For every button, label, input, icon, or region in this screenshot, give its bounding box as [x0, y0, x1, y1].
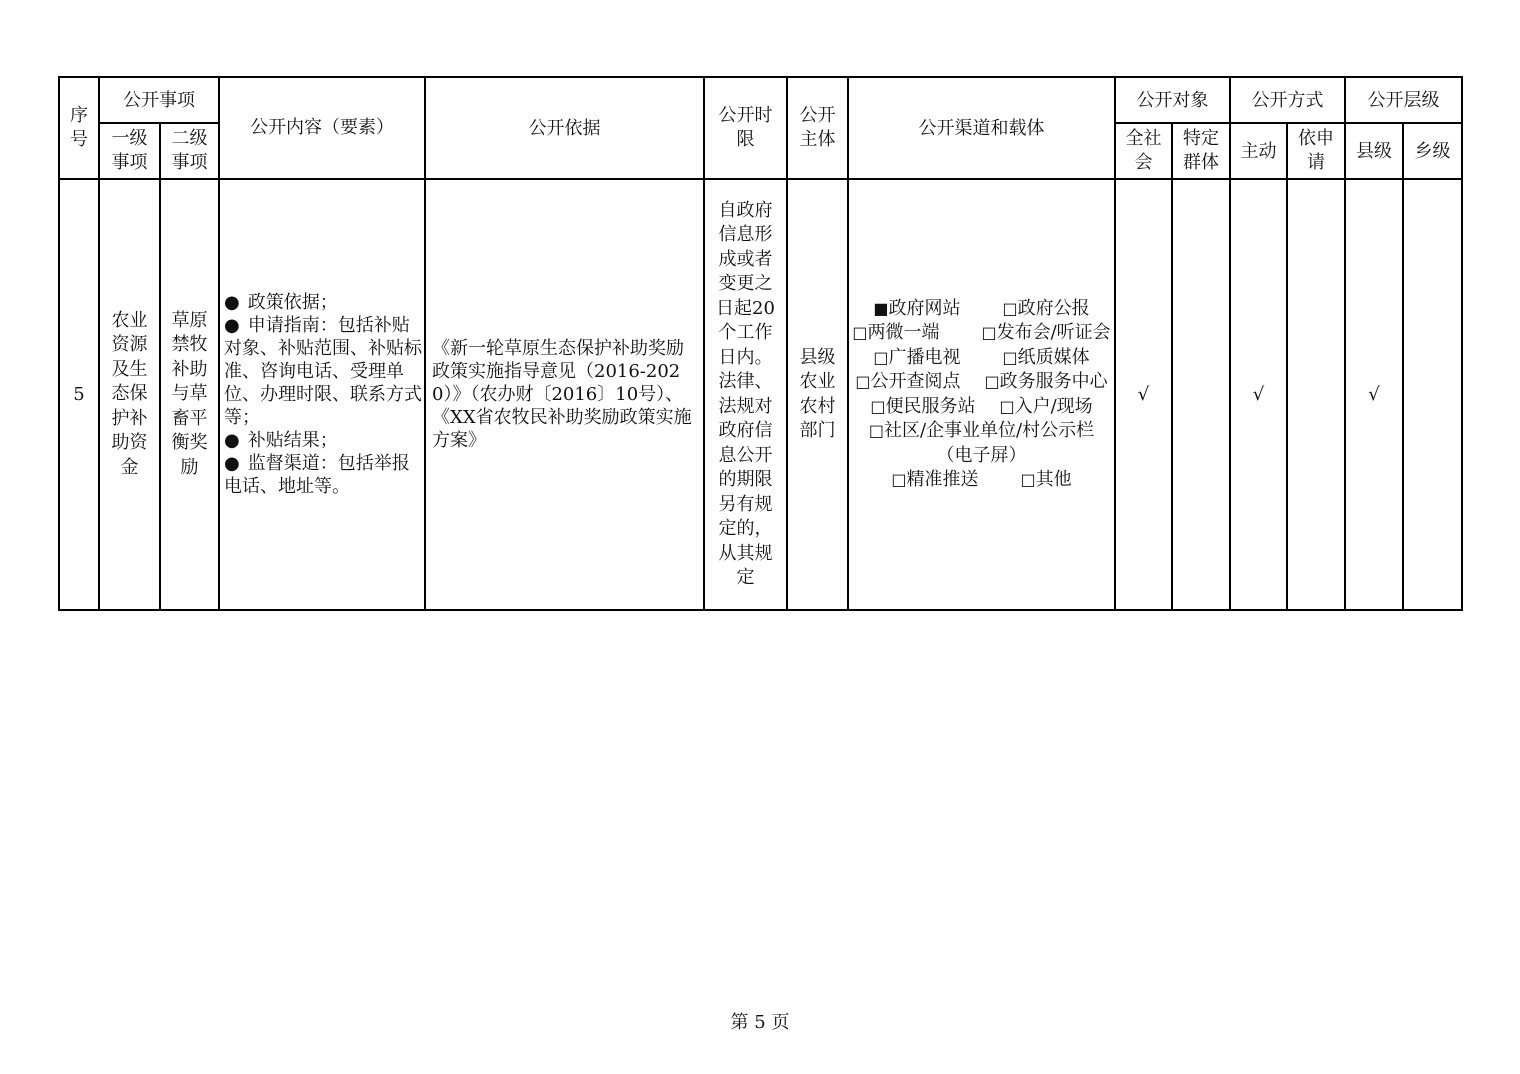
channel-service-center: □政务服务中心 [984, 371, 1108, 392]
checkbox-unchecked-icon: □ [984, 372, 1000, 391]
checkbox-unchecked-icon: □ [852, 323, 868, 342]
cell-channels [848, 179, 1115, 610]
header-level: 公开层级 [1345, 77, 1462, 123]
cell-level1: 农业资源及生态保护补助资金 [99, 179, 160, 610]
channel-bulletin-board: □社区/企事业单位/村公示栏（电子屏） [868, 420, 1095, 466]
header-channels: 公开渠道和载体 [848, 77, 1115, 179]
cell-time-limit: 自政府信息形成或者变更之日起20个工作日内。法律、法规对政府信息公开的期限另有规定的，从其规定 [704, 179, 787, 610]
channel-row [851, 370, 1112, 395]
checkbox-unchecked-icon: □ [999, 396, 1015, 416]
disclosure-table [58, 76, 1463, 611]
header-level2: 二级事项 [160, 123, 219, 179]
channel-row [851, 321, 1112, 346]
checkbox-unchecked-icon: □ [868, 421, 884, 440]
checkbox-unchecked-icon: □ [1020, 470, 1036, 489]
cell-method-active: √ [1230, 179, 1287, 610]
channel-other: □其他 [1020, 469, 1072, 490]
cell-level-county: √ [1345, 179, 1403, 610]
channel-row [851, 419, 1112, 468]
header-level1: 一级事项 [99, 123, 160, 179]
channel-door-to-door: □入户/现场 [999, 395, 1093, 417]
checkbox-unchecked-icon: □ [981, 323, 997, 342]
header-content: 公开内容（要素） [219, 77, 425, 179]
channel-two-micro-one-end: □两微一端 [852, 322, 940, 343]
table-row [59, 179, 1462, 610]
checkbox-unchecked-icon: □ [855, 372, 871, 391]
cell-audience-all: √ [1115, 179, 1172, 610]
channel-precise-push: □精准推送 [891, 469, 979, 490]
header-method-request: 依申请 [1287, 123, 1345, 179]
channel-print-media: □纸质媒体 [1002, 346, 1090, 368]
header-level-county: 县级 [1345, 123, 1403, 179]
header-basis: 公开依据 [425, 77, 704, 179]
channel-row [851, 297, 1112, 322]
channel-row [851, 468, 1112, 493]
header-subject: 公开主体 [787, 77, 848, 179]
checkbox-checked-icon: ■ [873, 298, 889, 318]
header-level-town: 乡级 [1403, 123, 1462, 179]
cell-level2: 草原禁牧补助与草畜平衡奖励 [160, 179, 219, 610]
channel-radio-tv: □广播电视 [873, 346, 961, 368]
cell-level-town [1403, 179, 1462, 610]
checkbox-unchecked-icon: □ [1002, 298, 1018, 318]
checkbox-unchecked-icon: □ [870, 396, 886, 416]
list-item: ● 政策依据； [224, 292, 338, 313]
cell-subject: 县级农业农村部门 [787, 179, 848, 610]
cell-content [219, 179, 425, 610]
cell-method-request [1287, 179, 1345, 610]
header-audience-all: 全社会 [1115, 123, 1172, 179]
checkbox-unchecked-icon: □ [1002, 347, 1018, 367]
channel-press-conference: □发布会/听证会 [981, 322, 1111, 343]
checkbox-unchecked-icon: □ [891, 470, 907, 489]
checkbox-unchecked-icon: □ [873, 347, 889, 367]
header-audience-specific: 特定群体 [1172, 123, 1230, 179]
channel-government-website: ■政府网站 [873, 297, 961, 319]
header-time-limit: 公开时限 [704, 77, 787, 179]
list-item: ● 申请指南：包括补贴对象、补贴范围、补贴标准、咨询电话、受理单位、办理时限、联系方式等； [224, 315, 422, 428]
channel-government-gazette: □政府公报 [1002, 297, 1090, 319]
page-number: 第 5 页 [730, 1012, 790, 1033]
channel-row [851, 346, 1112, 371]
channel-convenience-station: □便民服务站 [870, 395, 976, 417]
header-item-group: 公开事项 [99, 77, 219, 123]
header-audience: 公开对象 [1115, 77, 1230, 123]
list-item: ● 补贴结果； [224, 430, 338, 451]
cell-basis: 《新一轮草原生态保护补助奖励政策实施指导意见（2016-2020）》（农办财〔2016〕10号）、《XX省农牧民补助奖励政策实施方案》 [425, 179, 704, 610]
cell-seq: 5 [59, 179, 99, 610]
channel-row [851, 395, 1112, 420]
content-list [222, 291, 422, 498]
header-method: 公开方式 [1230, 77, 1345, 123]
channel-public-reading-point: □公开查阅点 [855, 371, 961, 392]
cell-audience-specific [1172, 179, 1230, 610]
header-seq: 序号 [59, 77, 99, 179]
list-item: ● 监督渠道：包括举报电话、地址等。 [224, 453, 410, 497]
header-method-active: 主动 [1230, 123, 1287, 179]
